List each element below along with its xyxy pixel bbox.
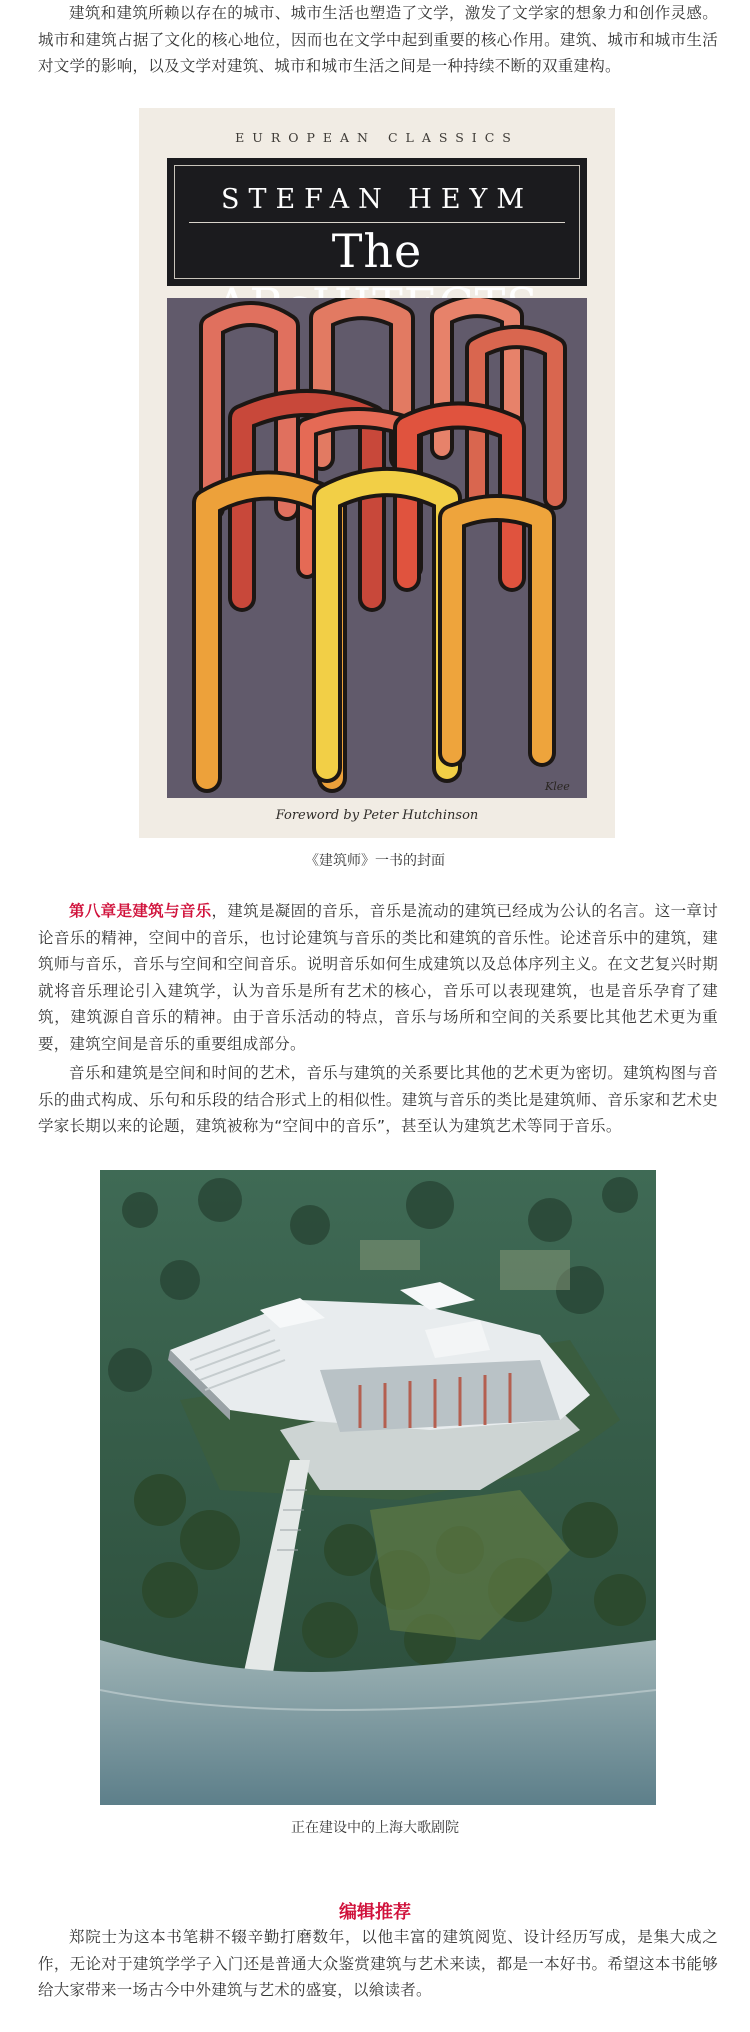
chapter-text: ，建筑是凝固的音乐，音乐是流动的建筑已经成为公认的名言。这一章讨论音乐的精神，空间中的音乐，也讨论建筑与音乐的类比和建筑的音乐性。论述音乐中的建筑，建筑师与音乐，音乐与空间和空间音乐。说明音乐如何生成建筑以及总体序列主义。在文艺复兴时期就将音乐理论引入建筑学，认为音乐是所有艺术的核心，音乐可以表现建筑，也是音乐孕育了建筑，建筑源自音乐的精神。由于音乐活动的特点，音乐与场所和空间的关系要比其他艺术更为重要，建筑空间是音乐的重要组成部分。 [38, 902, 718, 1053]
intro-paragraph: 建筑和建筑所赖以存在的城市、城市生活也塑造了文学，激发了文学家的想象力和创作灵感。城市和建筑占据了文化的核心地位，因而也在文学中起到重要的核心作用。建筑、城市和城市生活对文学的影响，以及文学对建筑、城市和城市生活之间是一种持续不断的双重建构。 [38, 4, 718, 76]
book-cover-image [139, 108, 615, 838]
book-title: The [331, 224, 423, 278]
cover-painting [167, 298, 587, 798]
title-rule [189, 222, 565, 223]
editor-recommendation-paragraph: 郑院士为这本书笔耕不辍辛勤打磨数年，以他丰富的建筑阅览、设计经历写成，是集大成之作，无论对于建筑学学子入门还是普通大众鉴赏建筑与艺术来读，都是一本好书。希望这本书能够给大家带来一场古今中外建筑与艺术的盛宴，以飨读者。 [38, 1928, 718, 2000]
svg-text:Klee: Klee [545, 780, 570, 793]
chapter-title: 第八章是建筑与音乐 [69, 902, 212, 920]
opera-house-image [100, 1170, 656, 1805]
chapter-paragraph [38, 898, 718, 1058]
book-title-box [167, 158, 587, 286]
book-foreword: Foreword by Peter Hutchinson [275, 808, 479, 823]
arches-artwork [167, 298, 587, 798]
book-cover-caption: 《建筑师》一书的封面 [305, 853, 445, 869]
opera-house-rendering [100, 1170, 656, 1805]
editor-recommendation-heading: 编辑推荐 [339, 1902, 411, 1923]
book-series-label: EUROPEAN CLASSICS [235, 130, 519, 145]
book-author: STEFAN HEYM [220, 184, 534, 215]
opera-house-caption: 正在建设中的上海大歌剧院 [291, 1820, 459, 1836]
music-paragraph: 音乐和建筑是空间和时间的艺术，音乐与建筑的关系要比其他的艺术更为密切。建筑构图与音乐的曲式构成、乐句和乐段的结合形式上的相似性。建筑与音乐的类比是建筑师、音乐家和艺术史学家长期以来的论题，建筑被称为“空间中的音乐”，甚至认为建筑艺术等同于音乐。 [38, 1064, 718, 1136]
